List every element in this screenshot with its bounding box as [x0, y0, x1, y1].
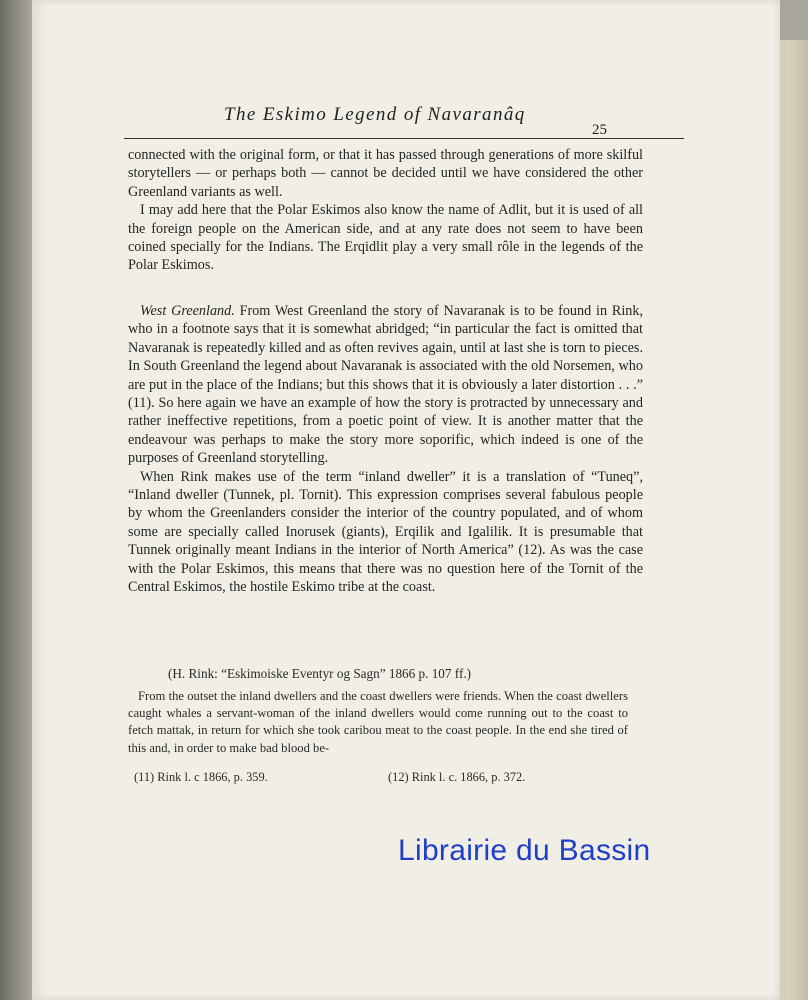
- section-heading: West Greenland.: [140, 303, 235, 319]
- paragraph-2: I may add here that the Polar Eskimos also know the name of Adlit, but it is used of all the foreign people on the American side, and at any rate does not seem to have been coined specially for the Indians. The Erqidlit play a very small rôle in the legends of the Polar Eskimos.: [128, 202, 643, 274]
- footnote-12: (12) Rink l. c. 1866, p. 372.: [388, 770, 526, 784]
- footnote-11: (11) Rink l. c 1866, p. 359.: [134, 770, 268, 784]
- page-number: 25: [592, 122, 607, 138]
- quote-text: From the outset the inland dwellers and the coast dwellers were friends. When the coast dwellers caught whales a servant-woman of the inland dwellers would come running out to the coast to fetch mattak, in return for which she took caribou meat to the coast people. In the end she tired of this and, in order to make bad blood be-: [128, 689, 628, 755]
- running-head-title: The Eskimo Legend of Navaranâq: [224, 104, 526, 125]
- watermark-text: Librairie du Bassin: [398, 834, 651, 867]
- body-text-west-greenland: [128, 302, 643, 597]
- quote-source: (H. Rink: “Eskimoiske Eventyr og Sagn” 1866 p. 107 ff.): [168, 666, 472, 681]
- quote-block: [128, 688, 628, 757]
- paragraph-3: [128, 302, 643, 468]
- paragraph-1: connected with the original form, or that it has passed through generations of more skilful storytellers — or perhaps both — cannot be decided until we have considered the other Greenland variants as well.: [128, 147, 643, 200]
- body-text-top: [128, 146, 643, 275]
- paragraph-3-text: From West Greenland the story of Navaranak is to be found in Rink, who in a footnote says that it is somewhat abridged; “in particular the fact is omitted that Navaranak is repeatedly killed and as often revives again, until at last she is torn to pieces. In South Greenland the legend about Navaranak is associated with the old Norsemen, who are put in the place of the Indians; but this shows that it is obviously a later distortion . . .” (11). So here again we have an example of how the story is protracted by unnecessary and rather ineffective repetitions, from a poetic point of view. It is another matter that the endeavour was perhaps to make the story more soporific, which indeed is one of the purposes of Greenland storytelling.: [128, 303, 643, 467]
- paragraph-4: When Rink makes use of the term “inland dweller” it is a translation of “Tuneq”, “Inland dweller (Tunnek, pl. Tornit). This expression comprises several fabulous people by whom the Greenlanders consider the interior of the country populated, and of whom some are specially called Inorusek (giants), Erqilik and Igalilik. It is presumable that Tunnek originally meant Indians in the interior of North America” (12). As was the case with the Polar Eskimos, this means that there was no question here of the Tornit of the Central Eskimos, the hostile Eskimo tribe at the coast.: [128, 468, 643, 596]
